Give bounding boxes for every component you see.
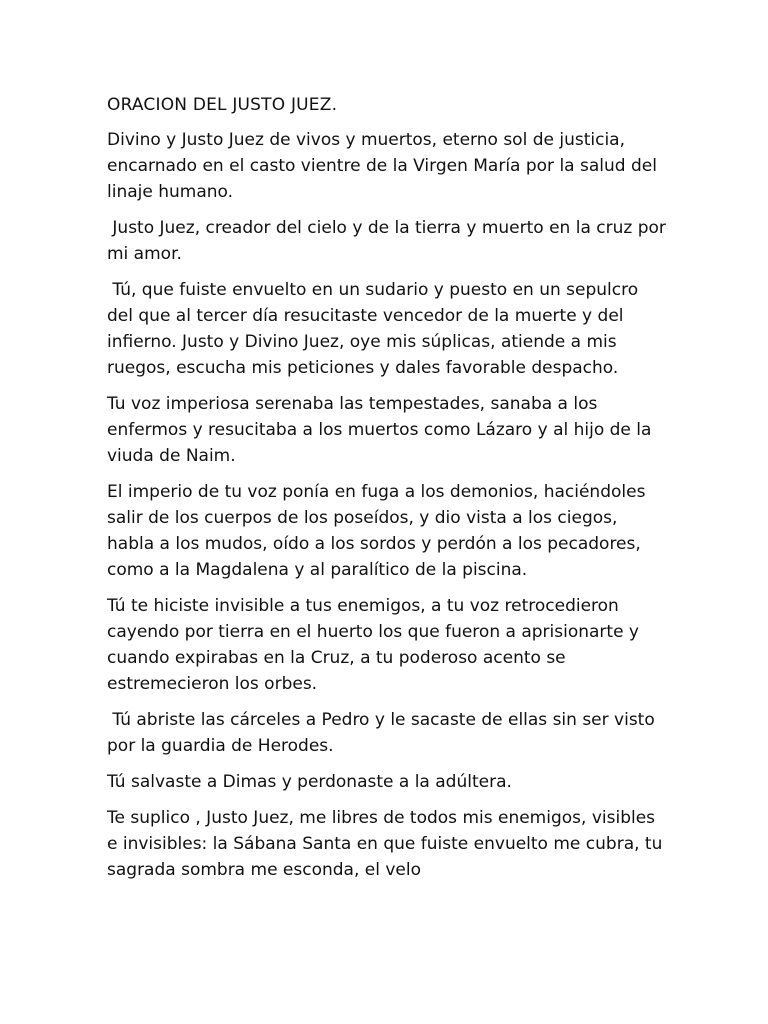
paragraph-7: Tú abriste las cárceles a Pedro y le sacaste de ellas sin ser visto por la guardia de Herodes. bbox=[107, 710, 661, 756]
paragraph-1: Divino y Justo Juez de vivos y muertos, eterno sol de justicia, encarnado en el casto vientre de la Virgen María por la salud del linaje humano. bbox=[107, 130, 663, 202]
paragraph-5: El imperio de tu voz ponía en fuga a los demonios, haciéndoles salir de los cuerpos de los poseídos, y dio vista a los ciegos, habla a los mudos, oído a los sordos y perdón a los pecadores, como a la Magdalena y al paralítico de la piscina. bbox=[107, 482, 651, 580]
document-title: ORACION DEL JUSTO JUEZ. bbox=[107, 95, 338, 115]
paragraph-3: Tú, que fuiste envuelto en un sudario y puesto en un sepulcro del que al tercer día resucitaste vencedor de la muerte y del infierno. Justo y Divino Juez, oye mis súplicas, atiende a mis ruegos, escucha mis peticiones y dales favorable despacho. bbox=[107, 280, 644, 378]
paragraph-4: Tu voz imperiosa serenaba las tempestades, sanaba a los enfermos y resucitaba a los muertos como Lázaro y al hijo de la viuda de Naim. bbox=[107, 394, 657, 466]
paragraph-6: Tú te hiciste invisible a tus enemigos, a tu voz retrocedieron cayendo por tierra en el huerto los que fueron a aprisionarte y cuando expirabas en la Cruz, a tu poderoso acento se estremecieron los orbes. bbox=[107, 596, 645, 694]
paragraph-2: Justo Juez, creador del cielo y de la tierra y muerto en la cruz por mi amor. bbox=[107, 218, 672, 264]
paragraph-9: Te suplico , Justo Juez, me libres de todos mis enemigos, visibles e invisibles: la Sábana Santa en que fuiste envuelto me cubra, tu sagrada sombra me esconda, el velo bbox=[107, 808, 668, 880]
paragraph-8: Tú salvaste a Dimas y perdonaste a la adúltera. bbox=[107, 772, 512, 792]
document-body bbox=[107, 92, 672, 893]
